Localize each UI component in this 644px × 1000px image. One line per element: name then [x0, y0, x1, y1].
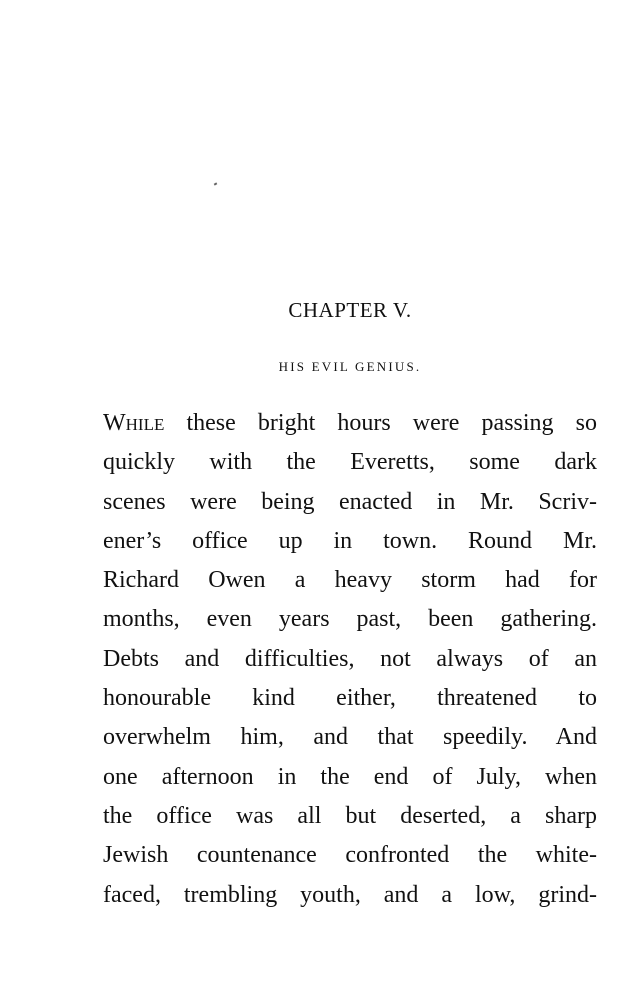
text-line-5: Richard Owen a heavy storm had for [103, 567, 597, 594]
small-caps-opening: hile [125, 410, 165, 436]
text-line-12: Jewish countenance confronted the white- [103, 842, 597, 869]
ink-speck [214, 182, 218, 185]
chapter-subtitle: HIS EVIL GENIUS. [278, 359, 422, 374]
text-line-7: Debts and difficulties, not always of an [103, 645, 597, 672]
text-line-13: faced, trembling youth, and a low, grind- [103, 881, 597, 908]
text-line-8: honourable kind either, threatened to [103, 685, 597, 712]
chapter-body-paragraph [103, 404, 597, 915]
chapter-title: CHAPTER V. [288, 298, 412, 322]
text-line-6: months, even years past, been gathering. [103, 606, 597, 633]
text-line-2: quickly with the Everetts, some dark [103, 449, 597, 476]
text-line-4: ener’s office up in town. Round Mr. [103, 527, 597, 554]
text-line-3: scenes were being enacted in Mr. Scriv- [103, 488, 597, 515]
text-line-9: overwhelm him, and that speedily. And [103, 724, 597, 751]
text-line-10: one afternoon in the end of July, when [103, 763, 597, 790]
text-line-1-rest: these bright hours were passing so [164, 410, 597, 436]
text-line-1 [103, 404, 597, 443]
text-line-11: the office was all but deserted, a sharp [103, 802, 597, 829]
drop-initial: W [103, 410, 126, 436]
